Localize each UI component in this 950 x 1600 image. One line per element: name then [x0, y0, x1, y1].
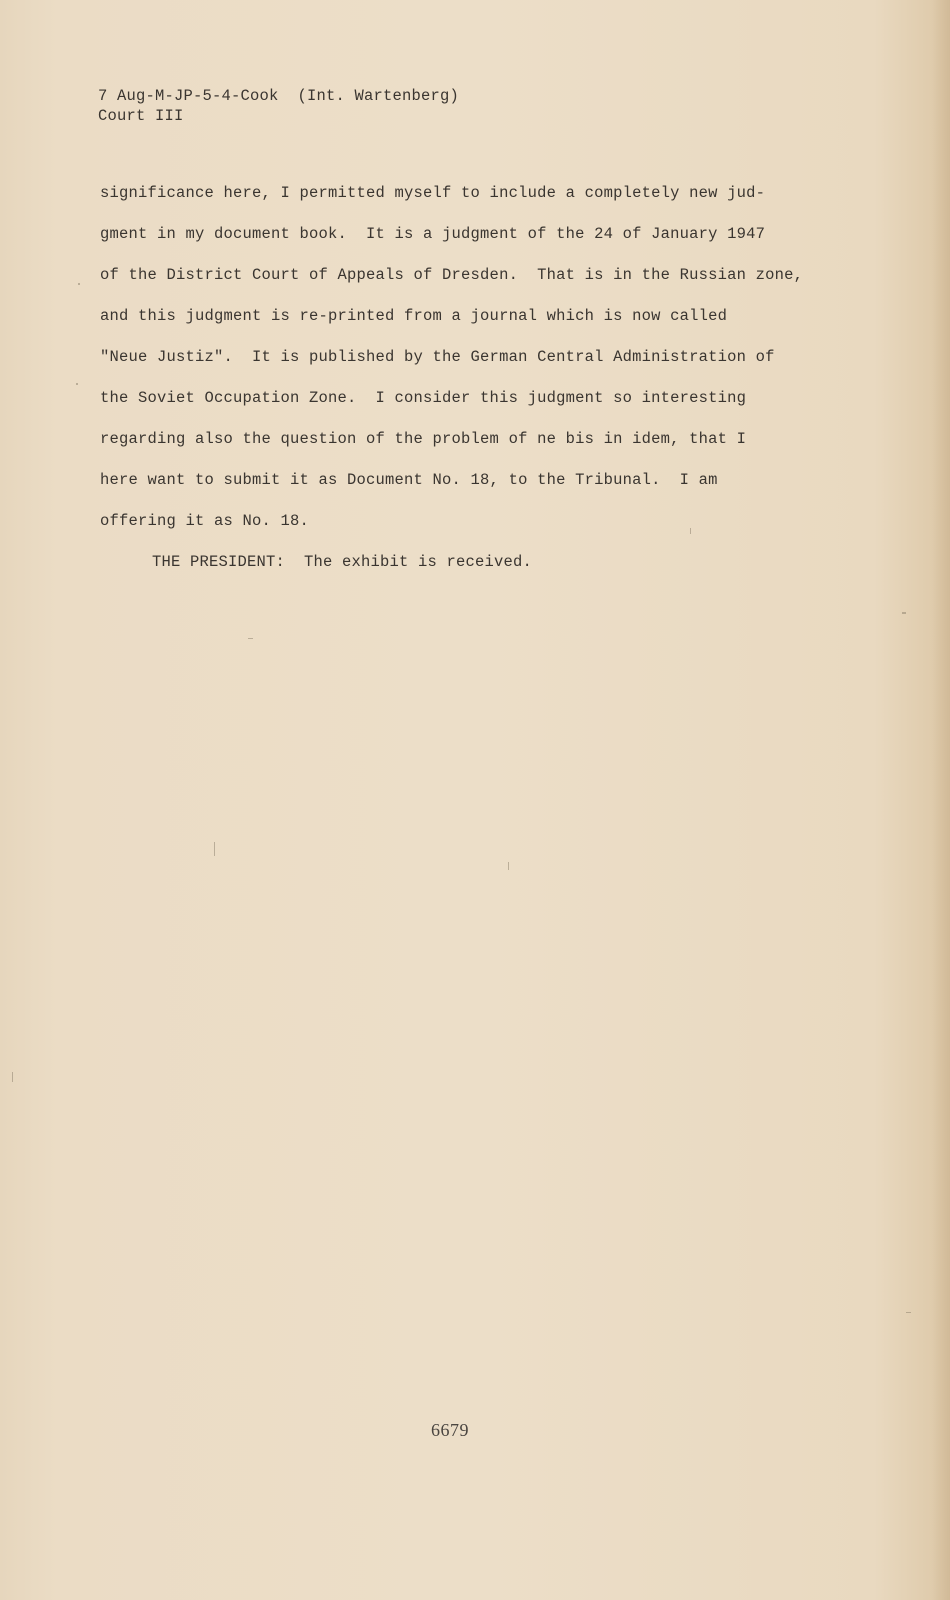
paper-speck: [76, 383, 78, 385]
transcript-line: gment in my document book. It is a judgment of the 24 of January 1947: [100, 225, 766, 243]
transcript-line: significance here, I permitted myself to include a completely new jud-: [100, 184, 766, 202]
president-statement: THE PRESIDENT: The exhibit is received.: [152, 553, 533, 571]
transcript-line: offering it as No. 18.: [100, 512, 310, 530]
transcript-line: "Neue Justiz". It is published by the German Central Administration of: [100, 348, 775, 366]
paper-speck: [508, 862, 509, 870]
paper-speck: [214, 842, 215, 856]
page-number: 6679: [431, 1420, 469, 1440]
header-reference-line: 7 Aug-M-JP-5-4-Cook (Int. Wartenberg): [98, 87, 460, 105]
page-edge-shadow: [932, 0, 950, 1600]
transcript-line: and this judgment is re-printed from a journal which is now called: [100, 307, 728, 325]
transcript-line: regarding also the question of the problem of ne bis in idem, that I: [100, 430, 747, 448]
document-header: [98, 86, 459, 126]
transcript-line: here want to submit it as Document No. 18, to the Tribunal. I am: [100, 471, 718, 489]
paper-speck: [690, 528, 691, 534]
paper-speck: [248, 638, 253, 639]
transcript-line: of the District Court of Appeals of Dresden. That is in the Russian zone,: [100, 266, 804, 284]
paper-speck: [906, 1312, 911, 1313]
paper-speck: [902, 612, 906, 614]
header-court-line: Court III: [98, 107, 184, 125]
transcript-body: [100, 183, 860, 593]
paper-speck: [78, 283, 80, 285]
transcript-line: the Soviet Occupation Zone. I consider this judgment so interesting: [100, 389, 747, 407]
paper-speck: [12, 1072, 13, 1082]
